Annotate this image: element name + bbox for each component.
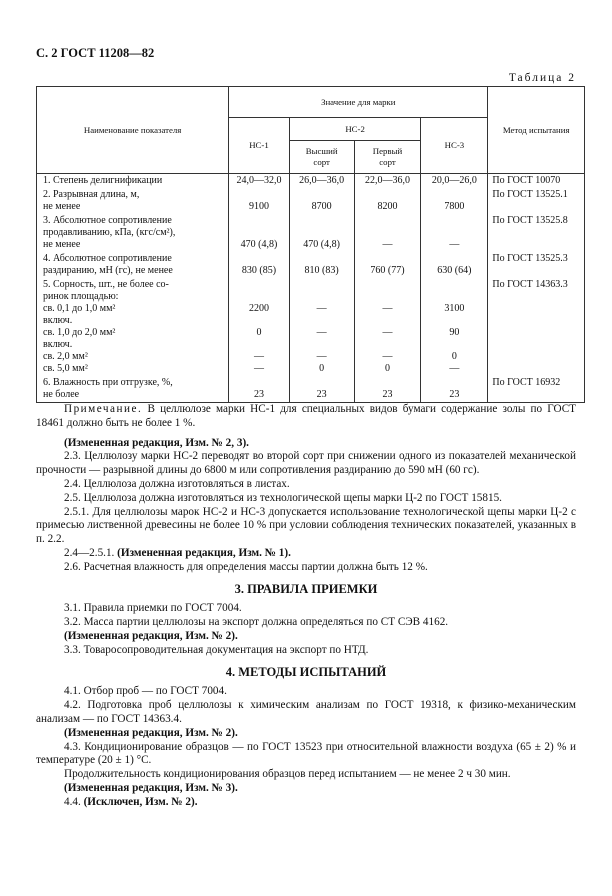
table-row (37, 376, 585, 403)
col-header-ns2: НС-2 (289, 118, 421, 141)
row-name: 5. Сорность, шт., не более со- ринок площадью: св. 0,1 до 1,0 мм² включ. св. 1,0 до 2,0 мм² включ. св. 2,0 мм² св. 5,0 мм² (37, 278, 229, 376)
row-ns3: 7800 (421, 188, 488, 214)
row-ns2b: — (354, 214, 421, 252)
page-header: С. 2 ГОСТ 11208—82 (36, 46, 155, 60)
clause-3-2: 3.2. Масса партии целлюлозы на экспорт должна определяться по СТ СЭВ 4162. (64, 616, 449, 629)
row-ns1: 2200 0 — — (229, 278, 290, 376)
row-ns3: 630 (64) (421, 252, 488, 278)
row-ns3: 3100 90 0 — (421, 278, 488, 376)
row-ns3: 23 (421, 376, 488, 403)
amendment-note: (Измененная редакция, Изм. № 2, 3). (64, 436, 249, 449)
amendment-note-2 (36, 547, 576, 561)
row-ns1: 9100 (229, 188, 290, 214)
clause-3-1: 3.1. Правила приемки по ГОСТ 7004. (64, 602, 242, 615)
col-header-ns1: НС-1 (229, 118, 290, 174)
col-header-ns2-first: Высший сорт (289, 141, 354, 174)
row-ns2a: 8700 (289, 188, 354, 214)
row-ns2b: 8200 (354, 188, 421, 214)
col-header-value-group: Значение для марки (229, 87, 488, 118)
row-ns2b: 23 (354, 376, 421, 403)
clause-4-3: 4.3. Кондиционирование образцов — по ГОСТ 13523 при относительной влажности воздуха (65 ± 2) % и температуре (20 ± 1) °С. (36, 740, 576, 767)
amendment-note-4: (Измененная редакция, Изм. № 2). (64, 726, 238, 739)
row-name: 2. Разрывная длина, м, не менее (37, 188, 229, 214)
clause-2-4: 2.4. Целлюлоза должна изготовляться в листах. (64, 477, 290, 490)
row-method: По ГОСТ 13525.1 (488, 188, 585, 214)
clause-2-6: 2.6. Расчетная влажность для определения массы партии должна быть 12 %. (64, 560, 428, 573)
clause-4-4-text: (Исключен, Изм. № 2). (83, 795, 198, 808)
row-ns2a: — — — 0 (289, 278, 354, 376)
row-name: 1. Степень делигнификации (37, 174, 229, 189)
row-ns2b: 22,0—36,0 (354, 174, 421, 189)
row-ns3: 20,0—26,0 (421, 174, 488, 189)
row-ns2b: 760 (77) (354, 252, 421, 278)
table-row (37, 252, 585, 278)
row-ns1: 23 (229, 376, 290, 403)
amendment-note-3: (Измененная редакция, Изм. № 2). (64, 629, 238, 642)
col-header-ns3: НС-3 (421, 118, 488, 174)
row-method: По ГОСТ 16932 (488, 376, 585, 403)
clause-2-5-1: 2.5.1. Для целлюлозы марок НС-2 и НС-3 допускается использование технологической щепы марки Ц-2 с примесью лиственной древесины не более 10 % при условии соблюдения технических показателей, указанных в п. 2.2. (36, 505, 576, 546)
clause-3-3: 3.3. Товаросопроводительная документация на экспорт по НТД. (64, 643, 369, 656)
row-ns2a: 26,0—36,0 (289, 174, 354, 189)
row-method: По ГОСТ 13525.8 (488, 214, 585, 252)
clause-2-3: 2.3. Целлюлозу марки НС-2 переводят во второй сорт при снижении одного из показателей механической прочности — разрывной длины до 6800 м или сопротивления раздиранию до 590 мН (60 гс). (36, 450, 576, 477)
amendment-text: (Измененная редакция, Изм. № 1). (117, 546, 291, 559)
table-row (37, 278, 585, 376)
section-4-heading: 4. МЕТОДЫ ИСПЫТАНИЙ (225, 664, 387, 679)
row-method: По ГОСТ 10070 (488, 174, 585, 189)
clause-4-1: 4.1. Отбор проб — по ГОСТ 7004. (64, 685, 227, 698)
table-note (36, 403, 576, 431)
col-header-ns2-second: Первый сорт (354, 141, 421, 174)
row-ns3: — (421, 214, 488, 252)
clause-4-3-duration: Продолжительность кондиционирования образцов перед испытанием — не менее 2 ч 30 мин. (64, 768, 511, 781)
row-ns2a: 470 (4,8) (289, 214, 354, 252)
col-header-method: Метод испытания (488, 87, 585, 174)
row-method: По ГОСТ 13525.3 (488, 252, 585, 278)
amendment-note-5: (Измененная редакция, Изм. № 3). (64, 781, 238, 794)
row-name: 3. Абсолютное сопротивление продавливанию, кПа, (кгс/см²), не менее (37, 214, 229, 252)
amendment-prefix: 2.4—2.5.1. (64, 546, 118, 559)
col-header-name: Наименование показателя (37, 87, 229, 174)
clause-4-4-prefix: 4.4. (64, 795, 84, 808)
table-row (37, 188, 585, 214)
row-ns1: 470 (4,8) (229, 214, 290, 252)
section-3-heading: 3. ПРАВИЛА ПРИЕМКИ (234, 581, 378, 596)
row-ns1: 830 (85) (229, 252, 290, 278)
clause-4-2: 4.2. Подготовка проб целлюлозы к химическим анализам по ГОСТ 19318, к физико-механическим анализам — по ГОСТ 14363.4. (36, 699, 576, 725)
row-ns2a: 23 (289, 376, 354, 403)
row-ns1: 24,0—32,0 (229, 174, 290, 189)
row-name: 6. Влажность при отгрузке, %, не более (37, 376, 229, 403)
row-ns2a: 810 (83) (289, 252, 354, 278)
row-ns2b: — — — 0 (354, 278, 421, 376)
note-label: Примечание. (64, 403, 143, 415)
note-text: В целлюлозе марки НС-1 для специальных видов бумаги содержание золы по ГОСТ 18461 должно быть не более 1 %. (36, 403, 577, 429)
clause-2-5: 2.5. Целлюлоза должна изготовляться из технологической щепы марки Ц-2 по ГОСТ 15815. (64, 491, 502, 504)
clause-4-4 (36, 796, 576, 810)
row-name: 4. Абсолютное сопротивление раздиранию, мН (гс), не менее (37, 252, 229, 278)
table-title: Таблица 2 (508, 72, 576, 84)
table-row (37, 174, 585, 189)
row-method: По ГОСТ 14363.3 (488, 278, 585, 376)
document-body (36, 403, 576, 810)
table-row (37, 214, 585, 252)
indicators-table (36, 86, 585, 403)
